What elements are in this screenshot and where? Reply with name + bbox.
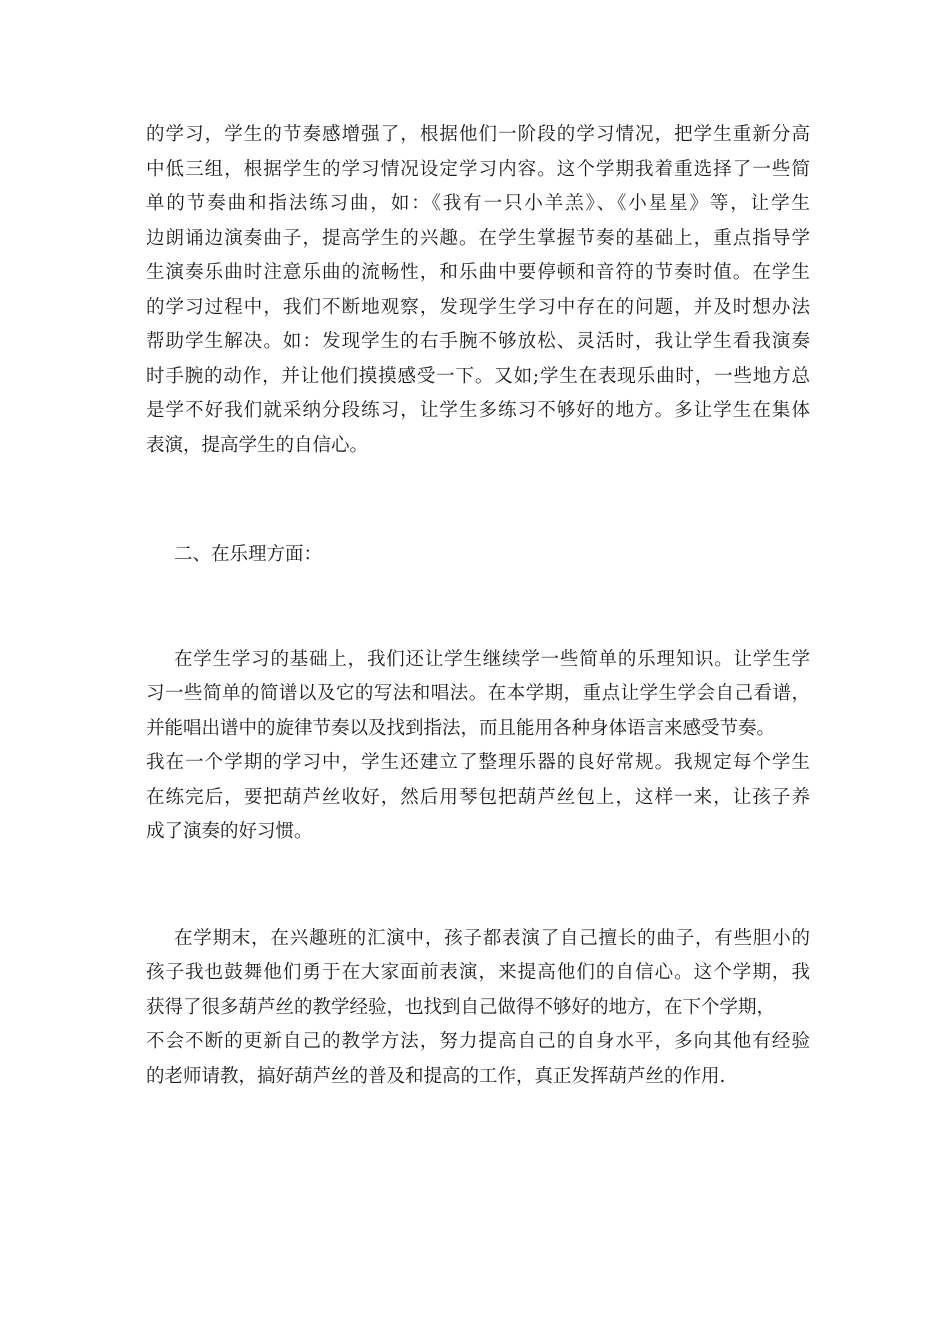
paragraph-line: 时手腕的动作，并让他们摸摸感受一下。又如;学生在表现乐曲时，一些地方总 [146,365,810,387]
section-heading: 二、在乐理方面： [174,544,323,565]
section-heading-block [146,538,810,573]
spacer [146,850,810,922]
spacer [146,463,810,538]
paragraph-1 [146,118,810,463]
paragraph-line: 表演，提高学生的自信心。 [146,434,369,456]
paragraph-line: 的学习，学生的节奏感增强了，根据他们一阶段的学习情况，把学生重新分高 [146,124,810,145]
paragraph-line: 不会不断的更新自己的教学方法，努力提高自己的自身水平，多向其他有经验 [146,1031,810,1052]
paragraph-line: 的学习过程中，我们不断地观察，发现学生学习中存在的问题，并及时想办法 [146,296,810,318]
paragraph-line: 单的节奏曲和指法练习曲，如：《我有一只小羊羔》、《小星星》等，让学生 [146,193,810,214]
paragraph-line: 获得了很多葫芦丝的教学经验，也找到自己做得不够好的地方，在下个学期， [146,996,776,1018]
paragraph-line: 在练完后，要把葫芦丝收好，然后用琴包把葫芦丝包上，这样一来，让孩子养 [146,786,810,808]
spacer [146,573,810,643]
paragraph-line: 中低三组，根据学生的学习情况设定学习内容。这个学期我着重选择了一些简 [146,158,810,180]
paragraph-line: 在学生学习的基础上，我们还让学生继续学一些简单的乐理知识。让学生学 [174,648,810,670]
paragraph-line: 边朗诵边演奏曲子，提高学生的兴趣。在学生掌握节奏的基础上，重点指导学 [146,227,810,249]
paragraph-2 [146,643,810,850]
paragraph-line: 孩子我也鼓舞他们勇于在大家面前表演，来提高他们的自信心。这个学期，我 [146,962,810,983]
paragraph-line: 成了演奏的好习惯。 [146,821,313,842]
paragraph-3 [146,922,810,1095]
paragraph-line: 并能唱出谱中的旋律节奏以及找到指法，而且能用各种身体语言来感受节奏。 [146,717,776,739]
paragraph-line: 帮助学生解决。如：发现学生的右手腕不够放松、灵活时，我让学生看我演奏 [146,331,810,352]
paragraph-line: 的老师请教，搞好葫芦丝的普及和提高的工作，真正发挥葫芦丝的作用. [146,1065,726,1087]
paragraph-line: 生演奏乐曲时注意乐曲的流畅性，和乐曲中要停顿和音符的节奏时值。在学生 [146,262,810,283]
paragraph-line: 在学期末，在兴趣班的汇演中，孩子都表演了自己擅长的曲子，有些胆小的 [174,927,810,949]
document-page [146,118,810,1094]
paragraph-line: 习一些简单的简谱以及它的写法和唱法。在本学期，重点让学生学会自己看谱， [146,683,810,704]
paragraph-line: 我在一个学期的学习中，学生还建立了整理乐器的良好常规。我规定每个学生 [146,752,810,773]
paragraph-line: 是学不好我们就采纳分段练习，让学生多练习不够好的地方。多让学生在集体 [146,400,810,421]
